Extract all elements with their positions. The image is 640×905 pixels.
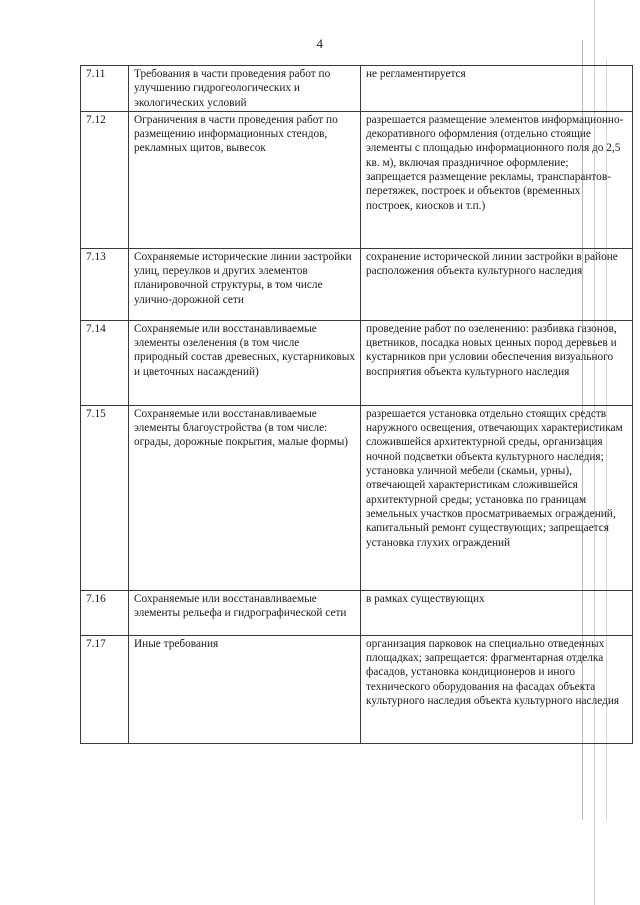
value-cell: сохранение исторической линии застройки в районе расположения объекта культурного наследия [361, 248, 633, 320]
value-cell: разрешается установка отдельно стоящих средств наружного освещения, отвечающих характеристикам сложившейся архитектурной среды, организация ночной подсветки объекта культурного наследия; установка уличной мебели (скамьи, урны), отвечающей характеристикам сложившейся архитектурной среды; установка по границам земельных участков просматриваемых ограждений, капитальный ремонт существующих; запрещается установка глухих ограждений [361, 405, 633, 590]
page-number: 4 [316, 36, 324, 51]
table-row [81, 405, 633, 590]
table-row [81, 590, 633, 635]
requirement-cell: Сохраняемые или восстанавливаемые элементы благоустройства (в том числе: ограды, дорожные покрытия, малые формы) [129, 405, 361, 590]
value-cell: разрешается размещение элементов информационно-декоративного оформления (отдельно стоящие элементы с площадью информационного поля до 2,5 кв. м), включая праздничное оформление; запрещается размещение рекламы, транспарантов-перетяжек, построек и объектов (временных построек, киосков и т.п.) [361, 111, 633, 248]
value-cell: не регламентируется [361, 66, 633, 112]
requirement-cell: Сохраняемые или восстанавливаемые элементы рельефа и гидрографической сети [129, 590, 361, 635]
row-number: 7.15 [81, 405, 129, 590]
table-row [81, 66, 633, 112]
table-row [81, 320, 633, 405]
row-number: 7.14 [81, 320, 129, 405]
value-cell: организация парковок на специально отведенных площадках; запрещается: фрагментарная отделка фасадов, установка кондиционеров и иного технического оборудования на фасадах объекта культурного наследия объекта культурного наследия [361, 635, 633, 743]
row-number: 7.17 [81, 635, 129, 743]
regulations-table [80, 65, 633, 744]
table-row [81, 635, 633, 743]
row-number: 7.16 [81, 590, 129, 635]
requirement-cell: Ограничения в части проведения работ по размещению информационных стендов, рекламных щитов, вывесок [129, 111, 361, 248]
table-row [81, 111, 633, 248]
requirement-cell: Сохраняемые исторические линии застройки улиц, переулков и других элементов планировочной структуры, в том числе улично-дорожной сети [129, 248, 361, 320]
requirement-cell: Иные требования [129, 635, 361, 743]
row-number: 7.12 [81, 111, 129, 248]
value-cell: в рамках существующих [361, 590, 633, 635]
requirement-cell: Сохраняемые или восстанавливаемые элементы озеленения (в том числе природный состав древесных, кустарниковых и цветочных насаждений) [129, 320, 361, 405]
row-number: 7.11 [81, 66, 129, 112]
table-row [81, 248, 633, 320]
value-cell: проведение работ по озеленению: разбивка газонов, цветников, посадка новых ценных пород деревьев и кустарников при условии обеспечения визуального восприятия объекта культурного наследия [361, 320, 633, 405]
row-number: 7.13 [81, 248, 129, 320]
requirement-cell: Требования в части проведения работ по улучшению гидрогеологических и экологических условий [129, 66, 361, 112]
